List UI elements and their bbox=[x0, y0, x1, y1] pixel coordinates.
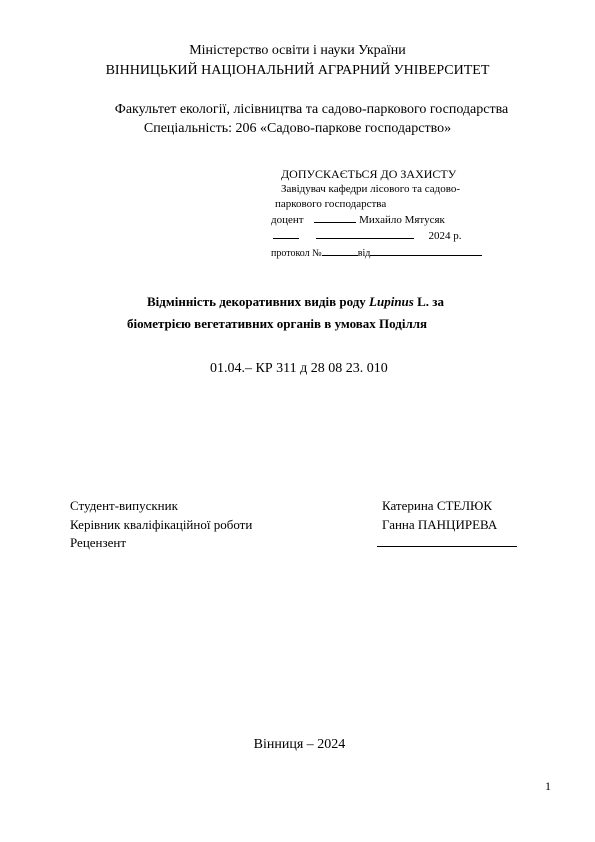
protocol-line bbox=[271, 249, 482, 259]
approval-name: Михайло Мятусяк bbox=[359, 214, 445, 226]
signature-name-supervisor: Ганна ПАНЦИРЕВА bbox=[382, 517, 498, 532]
approval-head-line2: паркового господарства bbox=[275, 198, 387, 210]
month-blank bbox=[316, 237, 414, 239]
protocol-date-blank bbox=[370, 254, 482, 256]
approval-title: доцент bbox=[271, 214, 304, 226]
page-number: 1 bbox=[545, 779, 551, 793]
signature-name-student: Катерина СТЕЛЮК bbox=[382, 498, 493, 513]
ministry-line: Міністерство освіти і науки України bbox=[189, 43, 406, 58]
city-year: Вінниця – 2024 bbox=[253, 737, 346, 752]
signature-blank bbox=[314, 221, 356, 223]
protocol-label: протокол № bbox=[271, 248, 322, 259]
approval-year: 2024 р. bbox=[428, 230, 462, 242]
signature-role-reviewer: Рецензент bbox=[70, 535, 127, 550]
work-title-line2: біометрією вегетативних органів в умовах Поділля bbox=[127, 316, 428, 331]
protocol-number-blank bbox=[322, 254, 358, 256]
protocol-from-label: від bbox=[357, 248, 371, 259]
signature-role-student: Студент-випускник bbox=[70, 498, 178, 513]
specialty-line: Спеціальність: 206 «Садово-паркове господарство» bbox=[143, 121, 452, 136]
work-title-part2: L. за bbox=[413, 294, 445, 309]
day-blank bbox=[273, 237, 299, 239]
approval-head-line1: Завідувач кафедри лісового та садово- bbox=[281, 183, 461, 195]
reviewer-blank bbox=[377, 545, 517, 547]
work-title-line1 bbox=[147, 295, 444, 308]
work-code: 01.04.– КР 311 д 28 08 23. 010 bbox=[210, 361, 388, 376]
work-title-part1: Відмінність декоративних видів роду bbox=[147, 294, 370, 309]
faculty-line: Факультет екології, лісівництва та садово-паркового господарства bbox=[114, 102, 509, 117]
approval-heading: ДОПУСКАЄТЬСЯ ДО ЗАХИСТУ bbox=[281, 167, 457, 181]
work-title-genus: Lupinus bbox=[369, 294, 414, 309]
approval-date-line bbox=[273, 231, 462, 242]
approval-signature-line bbox=[271, 215, 445, 226]
signature-role-supervisor: Керівник кваліфікаційної роботи bbox=[70, 517, 253, 532]
university-name: ВІННИЦЬКИЙ НАЦІОНАЛЬНИЙ АГРАРНИЙ УНІВЕРСИТЕТ bbox=[105, 63, 490, 78]
signature-name-reviewer bbox=[377, 536, 517, 549]
